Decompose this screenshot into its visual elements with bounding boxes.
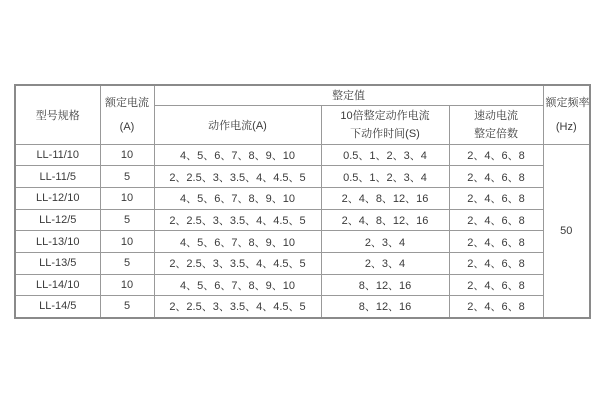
cell-rated-current: 5 (100, 209, 154, 231)
header-quick-ratio (449, 105, 543, 144)
table-row (15, 231, 590, 253)
cell-action-time: 0.5、1、2、3、4 (321, 144, 449, 166)
header-action-time-line1: 10倍整定动作电流 (340, 109, 430, 122)
cell-rated-current: 10 (100, 231, 154, 253)
cell-model: LL-11/10 (15, 144, 100, 166)
cell-quick-ratio: 2、4、6、8 (449, 209, 543, 231)
cell-quick-ratio: 2、4、6、8 (449, 144, 543, 166)
cell-action-time: 8、12、16 (321, 274, 449, 296)
cell-action-time: 2、3、4 (321, 252, 449, 274)
cell-action-current: 4、5、6、7、8、9、10 (154, 144, 321, 166)
cell-quick-ratio: 2、4、6、8 (449, 252, 543, 274)
header-rated-current-line1: 额定电流 (105, 96, 149, 109)
cell-model: LL-11/5 (15, 166, 100, 188)
table-row (15, 187, 590, 209)
header-action-current: 动作电流(A) (154, 105, 321, 144)
cell-action-current: 4、5、6、7、8、9、10 (154, 187, 321, 209)
cell-rated-current: 10 (100, 274, 154, 296)
relay-spec-table (14, 84, 591, 319)
cell-quick-ratio: 2、4、6、8 (449, 231, 543, 253)
table-row (15, 166, 590, 188)
cell-rated-current: 5 (100, 252, 154, 274)
cell-action-current: 4、5、6、7、8、9、10 (154, 274, 321, 296)
table-row (15, 296, 590, 318)
header-rated-current-line2: (A) (119, 120, 135, 133)
cell-action-current: 2、2.5、3、3.5、4、4.5、5 (154, 252, 321, 274)
cell-model: LL-12/5 (15, 209, 100, 231)
header-model: 型号规格 (15, 85, 100, 144)
spec-table-container (14, 84, 591, 319)
header-quick-ratio-line2: 整定倍数 (474, 127, 519, 140)
cell-action-time: 8、12、16 (321, 296, 449, 318)
cell-quick-ratio: 2、4、6、8 (449, 274, 543, 296)
table-row (15, 209, 590, 231)
cell-action-time: 2、4、8、12、16 (321, 209, 449, 231)
cell-action-current: 2、2.5、3、3.5、4、4.5、5 (154, 166, 321, 188)
cell-rated-current: 5 (100, 296, 154, 318)
table-row (15, 144, 590, 166)
header-rated-current (100, 85, 154, 144)
cell-quick-ratio: 2、4、6、8 (449, 166, 543, 188)
header-action-time (321, 105, 449, 144)
cell-quick-ratio: 2、4、6、8 (449, 296, 543, 318)
table-row (15, 252, 590, 274)
cell-action-time: 2、3、4 (321, 231, 449, 253)
header-setting-value: 整定值 (154, 85, 543, 105)
cell-action-current: 2、2.5、3、3.5、4、4.5、5 (154, 296, 321, 318)
cell-model: LL-13/5 (15, 252, 100, 274)
cell-rated-frequency-value: 50 (543, 144, 590, 318)
cell-action-current: 2、2.5、3、3.5、4、4.5、5 (154, 209, 321, 231)
header-rated-frequency-line1: 额定频率 (545, 96, 590, 109)
cell-action-time: 2、4、8、12、16 (321, 187, 449, 209)
cell-model: LL-12/10 (15, 187, 100, 209)
header-rated-frequency-line2: (Hz) (555, 120, 577, 133)
header-quick-ratio-line1: 速动电流 (474, 109, 519, 122)
cell-model: LL-14/10 (15, 274, 100, 296)
table-row (15, 274, 590, 296)
cell-model: LL-13/10 (15, 231, 100, 253)
cell-rated-current: 10 (100, 187, 154, 209)
cell-rated-current: 10 (100, 144, 154, 166)
cell-model: LL-14/5 (15, 296, 100, 318)
cell-action-current: 4、5、6、7、8、9、10 (154, 231, 321, 253)
header-row-1 (15, 85, 590, 105)
header-action-time-line2: 下动作时间(S) (350, 127, 420, 140)
cell-action-time: 0.5、1、2、3、4 (321, 166, 449, 188)
header-rated-frequency (543, 85, 590, 144)
cell-quick-ratio: 2、4、6、8 (449, 187, 543, 209)
cell-rated-current: 5 (100, 166, 154, 188)
